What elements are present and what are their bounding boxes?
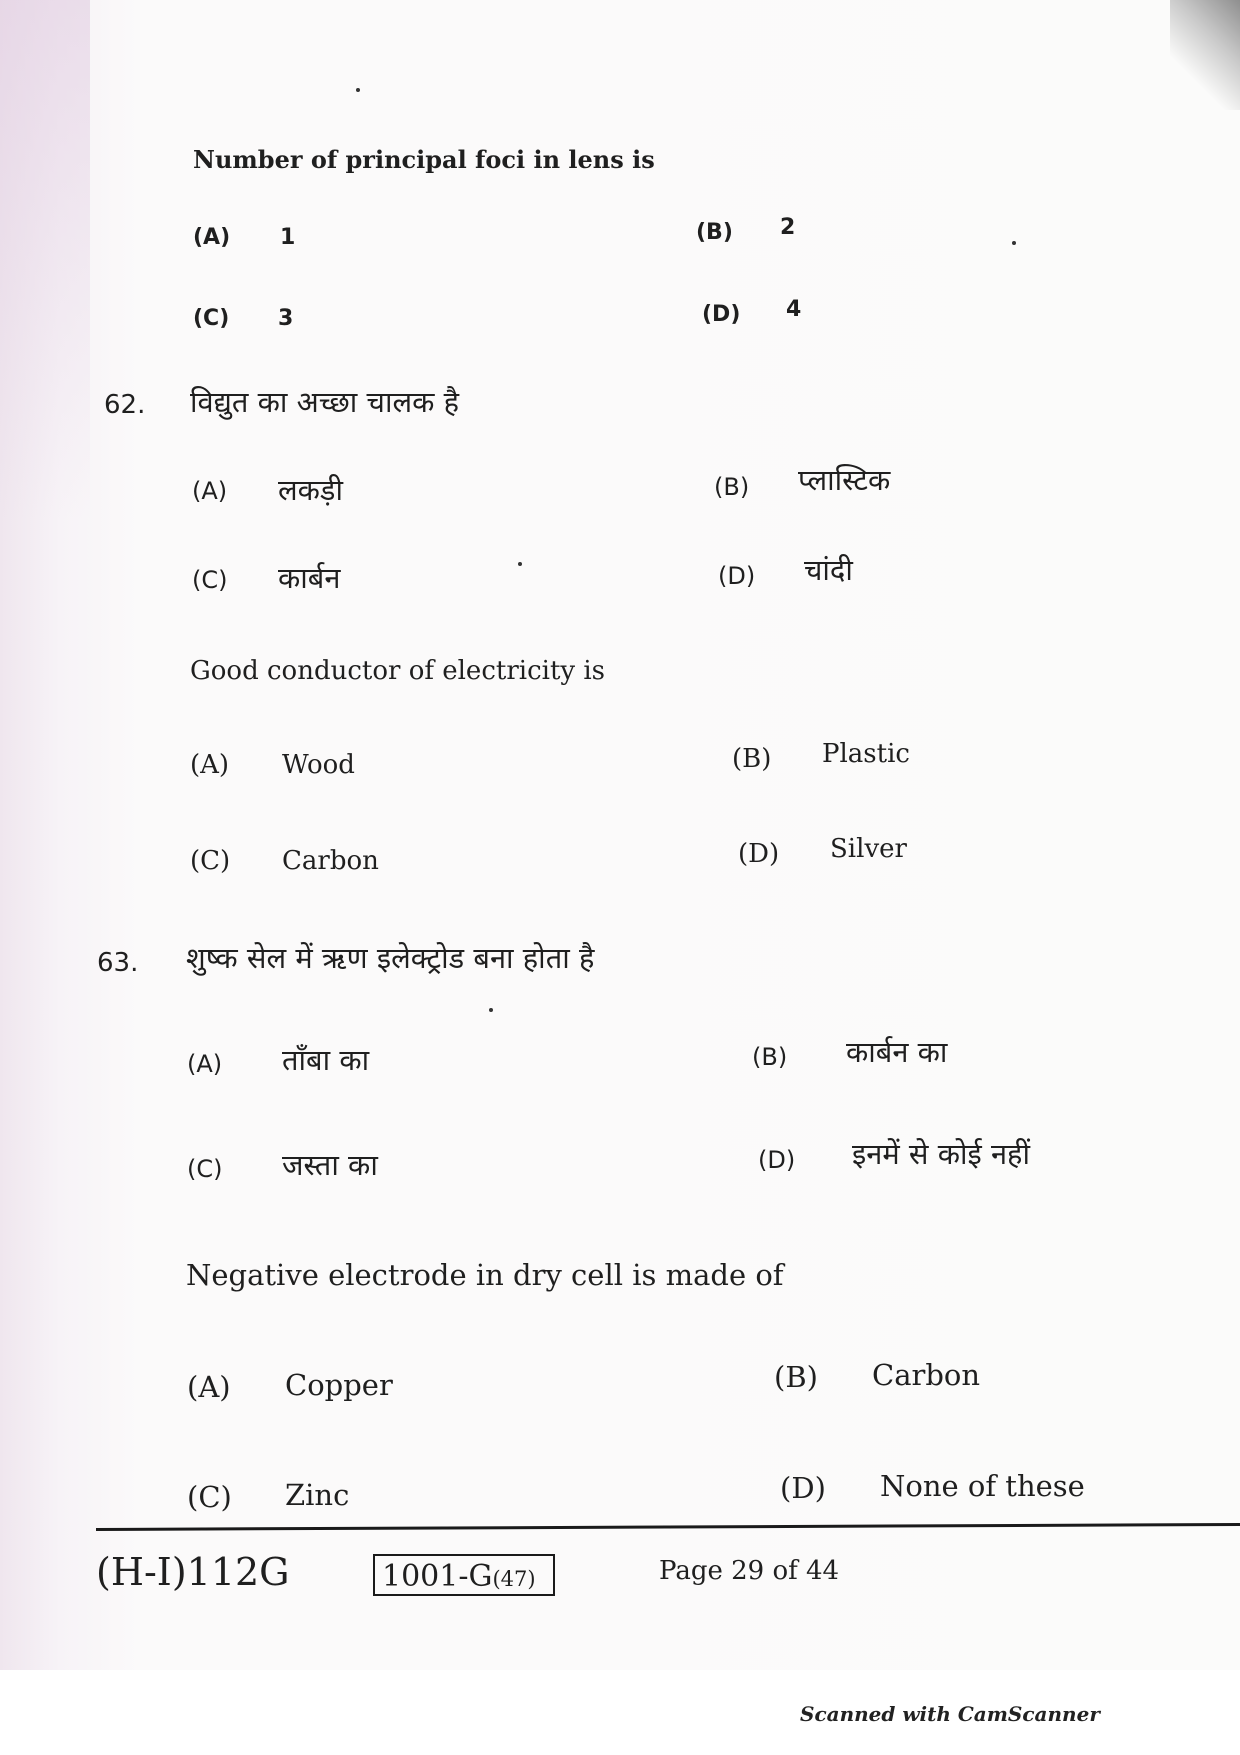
q63-hi-option-a-label: (A): [187, 1050, 223, 1078]
q62-hi-option-c-label: (C): [192, 566, 228, 594]
q63-hi-option-d-text: इनमें से कोई नहीं: [852, 1137, 1030, 1171]
q61-option-d-text: 4: [786, 297, 802, 322]
q62-en-option-a-text: Wood: [282, 750, 355, 780]
q63-question-english: Negative electrode in dry cell is made of: [186, 1258, 784, 1292]
camscanner-watermark: Scanned with CamScanner: [800, 1702, 1100, 1726]
page-corner-shadow: [1170, 0, 1240, 110]
q61-option-b-label: (B): [696, 220, 733, 245]
q62-question-english: Good conductor of electricity is: [190, 656, 606, 686]
paper-code: (H-I)112G: [96, 1550, 290, 1594]
q62-hi-option-d-label: (D): [718, 562, 756, 590]
q61-question: Number of principal foci in lens is: [193, 145, 655, 174]
q62-number: 62.: [104, 390, 146, 420]
q62-en-option-b-label: (B): [732, 744, 772, 774]
q62-hi-option-d-text: चांदी: [804, 553, 853, 587]
q63-question-hindi: शुष्क सेल में ऋण इलेक्ट्रोड बना होता है: [186, 941, 595, 975]
scan-speck: [356, 88, 360, 92]
q63-hi-option-c-label: (C): [187, 1155, 223, 1183]
q63-number: 63.: [97, 948, 139, 978]
q62-hi-option-a-text: लकड़ी: [278, 473, 343, 507]
booklet-code-sub: (47): [492, 1567, 536, 1591]
q62-en-option-d-text: Silver: [830, 834, 907, 864]
scan-speck: [489, 1008, 493, 1012]
q61-option-b-text: 2: [780, 215, 796, 240]
q63-hi-option-d-label: (D): [758, 1146, 796, 1174]
q63-en-option-a-text: Copper: [285, 1368, 393, 1402]
q62-en-option-c-label: (C): [190, 846, 231, 876]
q63-en-option-a-label: (A): [187, 1370, 231, 1404]
q62-hi-option-b-label: (B): [714, 473, 750, 501]
q62-en-option-d-label: (D): [738, 839, 780, 869]
q63-en-option-c-label: (C): [187, 1480, 232, 1514]
page-number: Page 29 of 44: [659, 1556, 840, 1586]
booklet-code-main: 1001-G: [382, 1559, 493, 1594]
scan-speck: [518, 562, 522, 566]
q63-hi-option-a-text: ताँबा का: [282, 1043, 370, 1077]
q63-en-option-b-label: (B): [774, 1360, 818, 1394]
q62-en-option-c-text: Carbon: [282, 846, 379, 876]
scan-speck: [1012, 241, 1016, 245]
q63-hi-option-b-text: कार्बन का: [846, 1035, 948, 1069]
q62-hi-option-b-text: प्लास्टिक: [798, 463, 891, 497]
q61-option-c-text: 3: [278, 306, 294, 331]
q62-hi-option-a-label: (A): [192, 477, 228, 505]
q63-en-option-d-label: (D): [780, 1471, 826, 1505]
q62-question-hindi: विद्युत का अच्छा चालक है: [190, 385, 460, 419]
q63-en-option-c-text: Zinc: [285, 1478, 350, 1512]
q63-en-option-b-text: Carbon: [872, 1358, 981, 1392]
q62-hi-option-c-text: कार्बन: [278, 561, 341, 595]
q61-option-d-label: (D): [702, 302, 741, 327]
q63-hi-option-b-label: (B): [752, 1043, 788, 1071]
q63-hi-option-c-text: जस्ता का: [282, 1148, 378, 1182]
q62-en-option-a-label: (A): [190, 750, 230, 780]
q62-en-option-b-text: Plastic: [822, 739, 910, 769]
q63-en-option-d-text: None of these: [880, 1469, 1085, 1503]
q61-option-a-text: 1: [280, 225, 296, 250]
booklet-code-box: [373, 1554, 555, 1596]
q61-option-a-label: (A): [193, 225, 231, 250]
q61-option-c-label: (C): [193, 306, 230, 331]
